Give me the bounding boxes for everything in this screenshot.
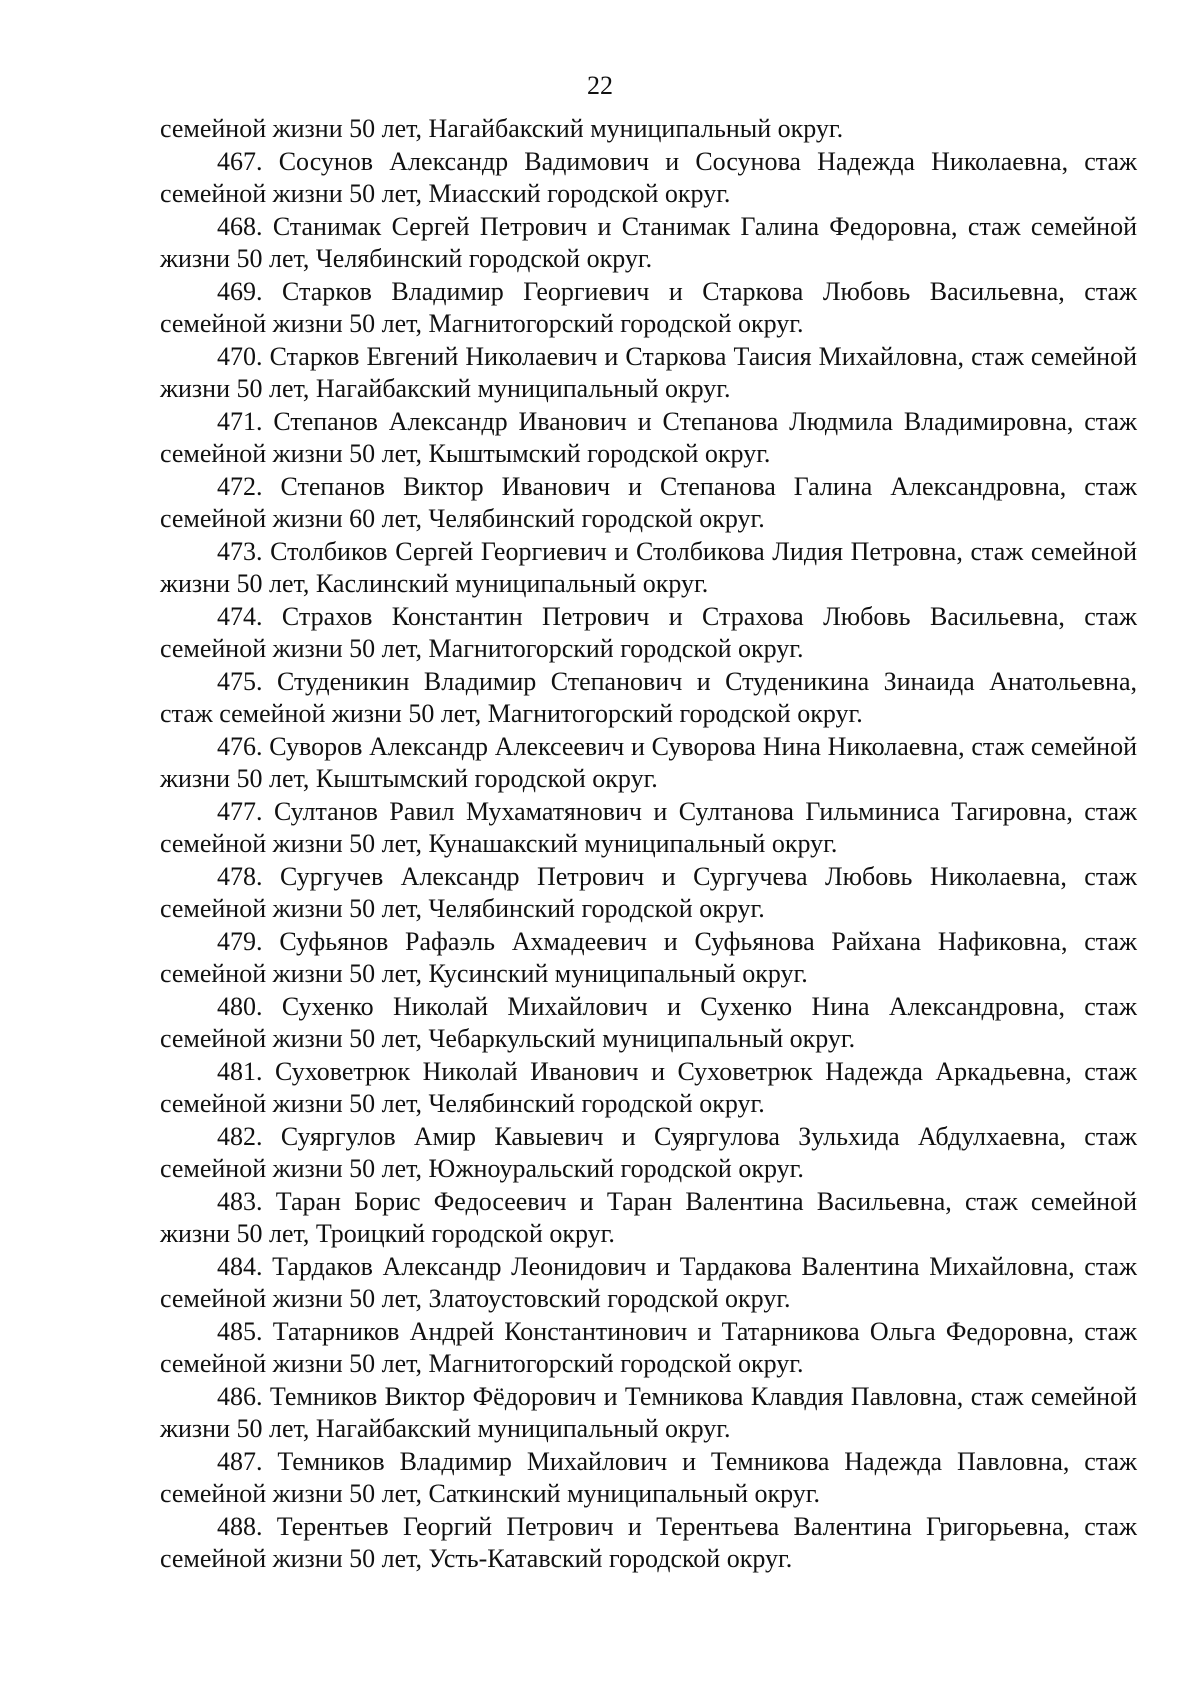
list-item xyxy=(160,926,1137,991)
entry-number: 485. xyxy=(217,1316,263,1346)
entry-text: Суховетрюк Николай Иванович и Суховетрюк Надежда Аркадьевна, стаж семейной жизни 50 лет, Челябинский городской округ. xyxy=(160,1056,1138,1118)
list-item xyxy=(160,211,1137,276)
entry-number: 487. xyxy=(217,1446,263,1476)
entry-text: Суворов Александр Алексеевич и Суворова Нина Николаевна, стаж семейной жизни 50 лет, Кыштымский городской округ. xyxy=(160,731,1137,793)
entry-text: Суяргулов Амир Кавыевич и Суяргулова Зульхида Абдулхаевна, стаж семейной жизни 50 лет, Южноуральский городской округ. xyxy=(160,1121,1138,1183)
list-item xyxy=(160,1316,1137,1381)
list-item xyxy=(160,1381,1137,1446)
entry-number: 468. xyxy=(217,211,263,241)
entry-text: Татарников Андрей Константинович и Татарникова Ольга Федоровна, стаж семейной жизни 50 лет, Магнитогорский городской округ. xyxy=(160,1316,1137,1378)
list-item xyxy=(160,861,1137,926)
list-item xyxy=(160,666,1137,731)
entry-text: Тардаков Александр Леонидович и Тардакова Валентина Михайловна, стаж семейной жизни 50 лет, Златоустовский городской округ. xyxy=(160,1251,1137,1313)
list-item xyxy=(160,1511,1137,1576)
list-item xyxy=(160,1056,1137,1121)
entry-number: 469. xyxy=(217,276,263,306)
list-item xyxy=(160,1186,1137,1251)
document-body xyxy=(160,113,1137,1576)
entry-text: Степанов Александр Иванович и Степанова Людмила Владимировна, стаж семейной жизни 50 лет, Кыштымский городской округ. xyxy=(160,406,1137,468)
entry-number: 480. xyxy=(217,991,263,1021)
entry-number: 483. xyxy=(217,1186,263,1216)
entry-number: 484. xyxy=(217,1251,263,1281)
entry-number: 473. xyxy=(217,536,263,566)
entry-number: 477. xyxy=(217,796,263,826)
list-item xyxy=(160,406,1137,471)
list-item xyxy=(160,1446,1137,1511)
entry-number: 470. xyxy=(217,341,263,371)
page-number: 22 xyxy=(587,71,613,100)
entry-number: 475. xyxy=(217,666,263,696)
entry-number: 479. xyxy=(217,926,263,956)
entry-text: Старков Владимир Георгиевич и Старкова Любовь Васильевна, стаж семейной жизни 50 лет, Магнитогорский городской округ. xyxy=(160,276,1137,338)
entry-text: Сосунов Александр Вадимович и Сосунова Надежда Николаевна, стаж семейной жизни 50 лет, Миасский городской округ. xyxy=(160,146,1137,208)
list-item xyxy=(160,991,1137,1056)
list-item xyxy=(160,276,1137,341)
entry-number: 471. xyxy=(217,406,263,436)
list-item xyxy=(160,341,1137,406)
entry-text: Темников Виктор Фёдорович и Темникова Клавдия Павловна, стаж семейной жизни 50 лет, Нагайбакский муниципальный округ. xyxy=(160,1381,1137,1443)
list-item xyxy=(160,796,1137,861)
list-item xyxy=(160,731,1137,796)
entry-text: Станимак Сергей Петрович и Станимак Галина Федоровна, стаж семейной жизни 50 лет, Челябинский городской округ. xyxy=(160,211,1137,273)
entry-text: Степанов Виктор Иванович и Степанова Галина Александровна, стаж семейной жизни 60 лет, Челябинский городской округ. xyxy=(160,471,1138,533)
entry-number: 478. xyxy=(217,861,263,891)
entry-text: Темников Владимир Михайлович и Темникова Надежда Павловна, стаж семейной жизни 50 лет, Саткинский муниципальный округ. xyxy=(160,1446,1138,1508)
entry-text: Суфьянов Рафаэль Ахмадеевич и Суфьянова Райхана Нафиковна, стаж семейной жизни 50 лет, Кусинский муниципальный округ. xyxy=(160,926,1137,988)
entry-text: Сухенко Николай Михайлович и Сухенко Нина Александровна, стаж семейной жизни 50 лет, Чебаркульский муниципальный округ. xyxy=(160,991,1137,1053)
entry-text: Терентьев Георгий Петрович и Терентьева Валентина Григорьевна, стаж семейной жизни 50 лет, Усть-Катавский городской округ. xyxy=(160,1511,1137,1573)
entry-number: 474. xyxy=(217,601,263,631)
entry-text: Сургучев Александр Петрович и Сургучева Любовь Николаевна, стаж семейной жизни 50 лет, Челябинский городской округ. xyxy=(160,861,1138,923)
entry-number: 486. xyxy=(217,1381,263,1411)
list-item xyxy=(160,536,1137,601)
entry-number: 467. xyxy=(217,146,263,176)
entry-number: 472. xyxy=(217,471,263,501)
entry-text: Старков Евгений Николаевич и Старкова Таисия Михайловна, стаж семейной жизни 50 лет, Нагайбакский муниципальный округ. xyxy=(160,341,1138,403)
entry-text: Столбиков Сергей Георгиевич и Столбикова Лидия Петровна, стаж семейной жизни 50 лет, Каслинский муниципальный округ. xyxy=(160,536,1138,598)
list-item xyxy=(160,1121,1137,1186)
entry-text: Таран Борис Федосеевич и Таран Валентина Васильевна, стаж семейной жизни 50 лет, Троицкий городской округ. xyxy=(160,1186,1138,1248)
list-item xyxy=(160,471,1137,536)
entry-number: 481. xyxy=(217,1056,263,1086)
list-item xyxy=(160,601,1137,666)
entry-number: 488. xyxy=(217,1511,263,1541)
entry-number: 476. xyxy=(217,731,263,761)
entry-text: Студеникин Владимир Степанович и Студеникина Зинаида Анатольевна, стаж семейной жизни 50 лет, Магнитогорский городской округ. xyxy=(160,666,1137,728)
continuation-paragraph: семейной жизни 50 лет, Нагайбакский муниципальный округ. xyxy=(160,114,844,143)
list-item xyxy=(160,1251,1137,1316)
entry-number: 482. xyxy=(217,1121,263,1151)
entry-text: Султанов Равил Мухаматянович и Султанова Гильминиса Тагировна, стаж семейной жизни 50 лет, Кунашакский муниципальный округ. xyxy=(160,796,1138,858)
entry-text: Страхов Константин Петрович и Страхова Любовь Васильевна, стаж семейной жизни 50 лет, Магнитогорский городской округ. xyxy=(160,601,1137,663)
list-item xyxy=(160,146,1137,211)
